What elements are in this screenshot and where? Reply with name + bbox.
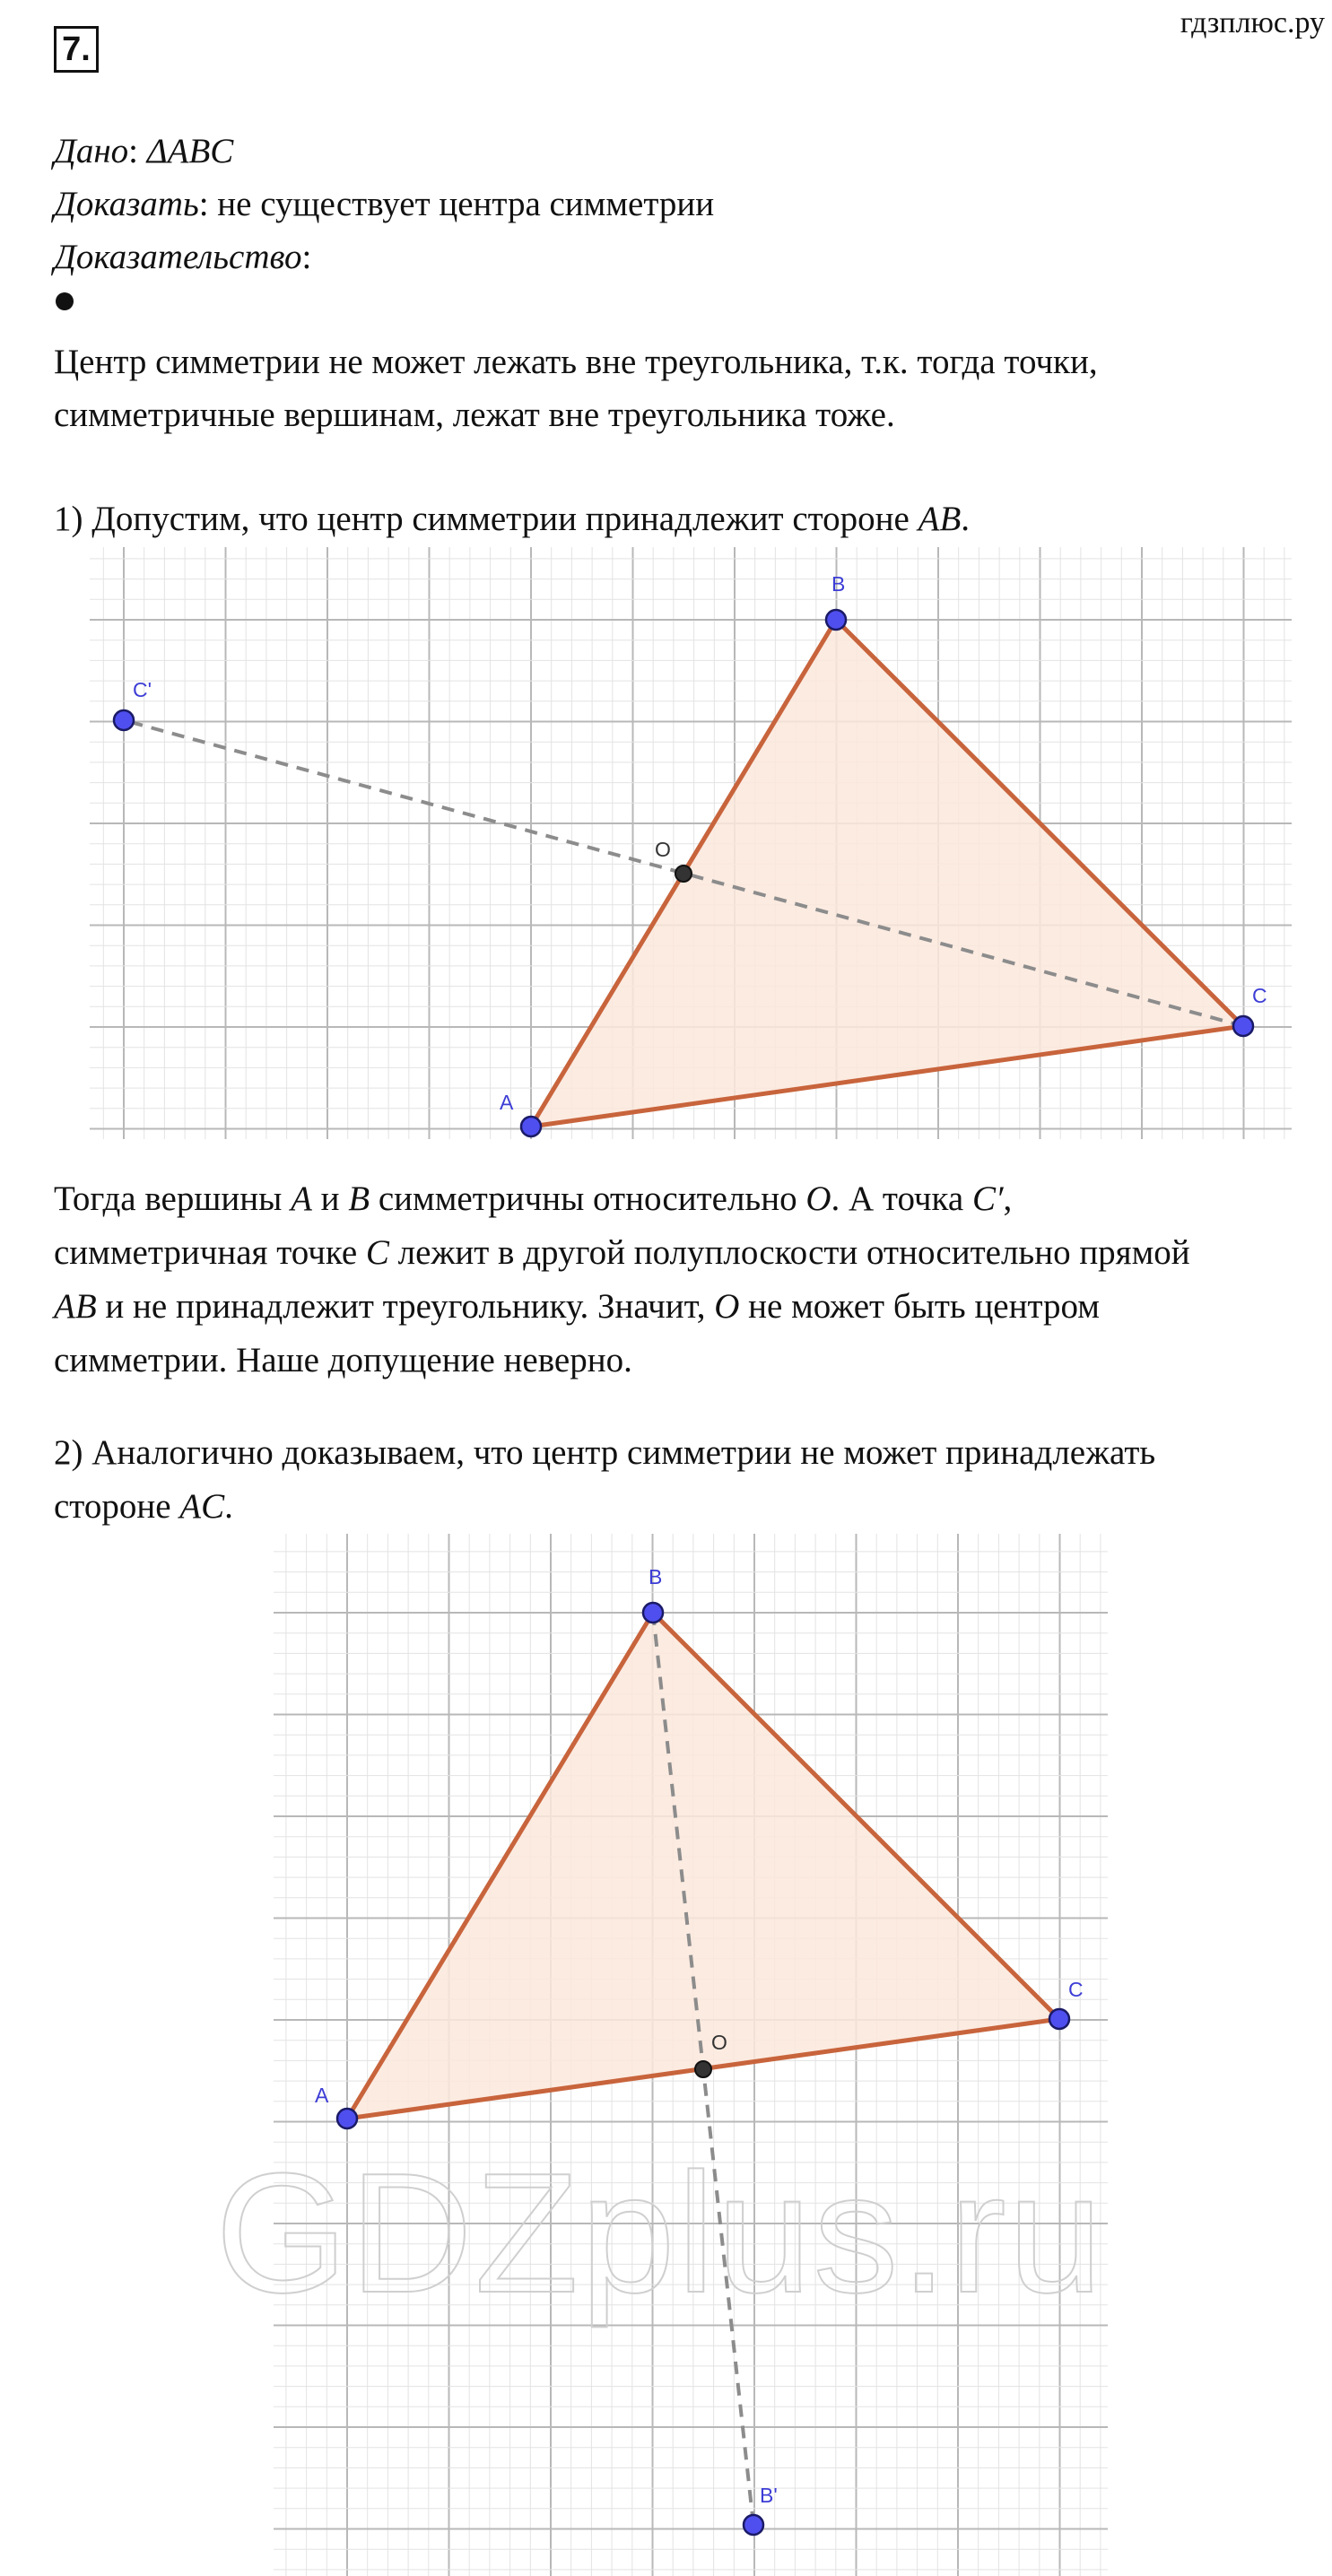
label-a: A (500, 1091, 514, 1114)
label-b-prime: B' (760, 2484, 778, 2507)
c1-point-o: O (805, 1179, 831, 1218)
label-b: B (649, 1565, 663, 1588)
c1-text-c: симметричны относительно (370, 1179, 806, 1218)
triangle-abc-fill (347, 1613, 1059, 2119)
c1-text-e: , (1003, 1179, 1013, 1218)
label-b: B (831, 572, 846, 596)
given-label: Дано (54, 132, 129, 170)
bullet-icon (56, 292, 74, 310)
conclusion-line-4: симметрии. Наше допущение неверно. (54, 1341, 632, 1379)
figure-1 (90, 547, 1292, 1139)
watermark: GDZplus.ru (215, 2138, 1105, 2328)
intro-line-2: симметричные вершинам, лежат вне треугольника тоже. (54, 396, 895, 434)
step2-text-a: стороне (54, 1487, 180, 1526)
point-o (675, 866, 692, 882)
step1-heading (54, 492, 970, 545)
point-o (695, 2061, 711, 2077)
conclusion-line-2 (54, 1226, 1190, 1279)
given-line (54, 125, 233, 178)
point-b (643, 1603, 663, 1623)
prove-line (54, 178, 714, 231)
point-c (1049, 2009, 1069, 2029)
step1-text: 1) Допустим, что центр симметрии принадлежит стороне (54, 500, 918, 538)
point-b-prime (744, 2515, 763, 2535)
step2-text-b: . (224, 1487, 233, 1526)
step2-line-1: 2) Аналогично доказываем, что центр симметрии не может принадлежать (54, 1433, 1156, 1472)
step1-end: . (961, 500, 971, 538)
point-a (337, 2109, 357, 2128)
c1-point-b: B (348, 1179, 370, 1218)
site-name: гдзплюс.ру (1180, 6, 1325, 39)
c1-text-d: . А точка (831, 1179, 972, 1218)
label-o: O (655, 838, 671, 861)
point-b (826, 610, 846, 630)
step1-side: AB (918, 500, 962, 538)
c1-text-a: Тогда вершины (54, 1179, 292, 1218)
figure-2 (274, 1534, 1108, 2576)
c2-point-c: C (365, 1233, 389, 1272)
conclusion-line-3 (54, 1280, 1100, 1333)
c1-text-b: и (311, 1179, 349, 1218)
prove-label: Доказать (54, 185, 199, 223)
point-a (521, 1117, 541, 1136)
c3-line-ab: AB (54, 1287, 97, 1326)
given-value: ΔABC (146, 132, 234, 170)
label-c: C (1252, 984, 1267, 1007)
c3-point-o: O (714, 1287, 740, 1326)
c2-text-b: лежит в другой полуплоскости относительно прямой (388, 1233, 1190, 1272)
step2-side: AC (179, 1487, 225, 1526)
step2-line-2 (54, 1480, 233, 1533)
point-c (1233, 1016, 1253, 1036)
c3-text-a: и не принадлежит треугольнику. Значит, (96, 1287, 715, 1326)
label-c-prime: C' (133, 678, 152, 701)
c1-point-a: A (291, 1179, 312, 1218)
c2-text-a: симметричная точке (54, 1233, 366, 1272)
proof-colon: : (301, 238, 312, 276)
conclusion-line-1 (54, 1172, 1012, 1225)
label-c: C (1068, 1978, 1084, 2001)
c1-point-c-prime: C′ (971, 1179, 1004, 1218)
label-o: O (711, 2031, 727, 2054)
point-c-prime (114, 710, 134, 730)
given-sep: : (128, 132, 147, 170)
problem-number: 7. (54, 26, 99, 73)
prove-text: : не существует центра симметрии (198, 185, 715, 223)
c3-text-b: не может быть центром (739, 1287, 1100, 1326)
proof-label: Доказательство (54, 238, 302, 276)
proof-line (54, 231, 311, 283)
triangle-abc-fill (531, 620, 1243, 1127)
intro-line-1: Центр симметрии не может лежать вне треугольника, т.к. тогда точки, (54, 343, 1098, 381)
label-a: A (315, 2084, 329, 2107)
